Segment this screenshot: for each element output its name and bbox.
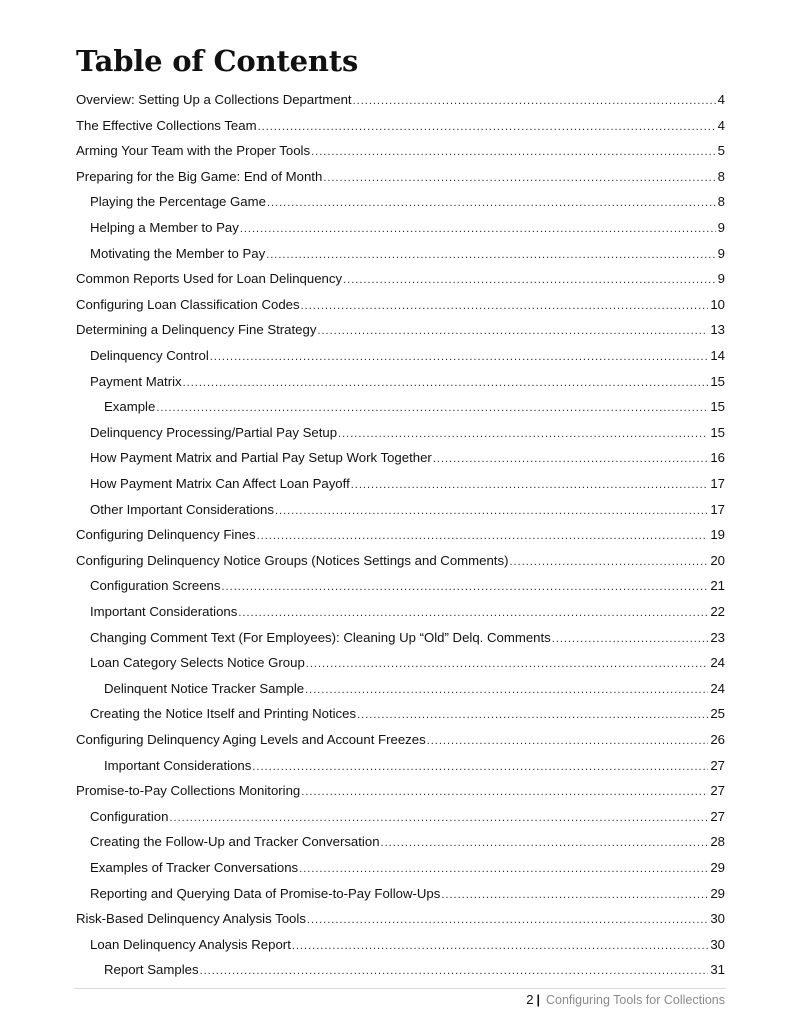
toc-entry-page-number[interactable]: 21 — [710, 578, 725, 594]
toc-entry-page-number[interactable]: 9 — [717, 220, 725, 235]
toc-entry-page-number[interactable]: 25 — [710, 706, 725, 722]
toc-entry-page-number[interactable]: 15 — [710, 373, 725, 389]
footer-divider — [74, 988, 726, 989]
toc-title: Table of Contents — [76, 44, 359, 78]
toc-entry[interactable] — [90, 884, 725, 904]
toc-entry-page-number[interactable]: 26 — [710, 732, 725, 747]
toc-dot-leader — [509, 552, 708, 572]
toc-entry-page-number[interactable]: 27 — [710, 808, 725, 824]
toc-entry-text[interactable]: Reporting and Querying Data of Promise-to-Pay Follow-Ups — [90, 885, 441, 901]
toc-entry[interactable] — [90, 474, 725, 494]
toc-entry-text[interactable]: Motivating the Member to Pay — [90, 245, 266, 261]
toc-entry-text[interactable]: The Effective Collections Team — [76, 117, 257, 133]
toc-entry-page-number[interactable]: 23 — [710, 629, 725, 645]
toc-dot-leader — [200, 961, 709, 981]
toc-entry-text[interactable]: Example — [104, 399, 156, 415]
toc-entry-text[interactable]: Determining a Delinquency Fine Strategy — [76, 322, 317, 338]
toc-entry[interactable] — [76, 320, 725, 340]
toc-dot-leader — [301, 782, 708, 802]
toc-entry[interactable] — [90, 423, 725, 443]
toc-entry-text[interactable]: Overview: Setting Up a Collections Department — [76, 92, 352, 107]
toc-entry-text[interactable]: Promise-to-Pay Collections Monitoring — [76, 783, 301, 799]
toc-entry-page-number[interactable]: 5 — [717, 143, 725, 159]
toc-entry[interactable] — [76, 269, 725, 289]
toc-entry-page-number[interactable]: 9 — [717, 245, 725, 261]
toc-entry[interactable] — [104, 679, 725, 699]
toc-entry-text[interactable]: Common Reports Used for Loan Delinquency — [76, 271, 343, 287]
toc-dot-leader — [292, 936, 708, 956]
toc-entry-text[interactable]: Risk-Based Delinquency Analysis Tools — [76, 911, 306, 927]
toc-entry-text[interactable]: Configuring Delinquency Fines — [76, 527, 256, 543]
page-footer — [526, 992, 725, 1007]
toc-entry-page-number[interactable]: 14 — [710, 348, 725, 363]
toc-entry-page-number[interactable]: 30 — [710, 911, 725, 927]
toc-entry[interactable] — [90, 500, 725, 520]
toc-entry-page-number[interactable]: 9 — [717, 271, 725, 287]
toc-entry-text[interactable]: Configuration — [90, 808, 169, 824]
toc-dot-leader — [252, 757, 708, 777]
toc-dot-leader — [323, 168, 715, 188]
toc-dot-leader — [210, 347, 709, 367]
toc-entry-text[interactable]: Arming Your Team with the Proper Tools — [76, 143, 311, 159]
toc-dot-leader — [238, 603, 708, 623]
toc-entry-page-number[interactable]: 15 — [710, 424, 725, 440]
toc-entry-text[interactable]: Configuration Screens — [90, 578, 221, 594]
toc-entry[interactable] — [90, 346, 725, 366]
toc-entry[interactable] — [90, 628, 725, 648]
toc-entry-page-number[interactable]: 13 — [710, 322, 725, 338]
toc-entry-text[interactable]: Creating the Notice Itself and Printing Notices — [90, 706, 357, 722]
toc-dot-leader — [183, 373, 709, 393]
toc-entry-text[interactable]: Delinquency Control — [90, 348, 209, 363]
toc-entry[interactable] — [90, 704, 725, 724]
footer-page-number: 2 — [526, 992, 534, 1007]
toc-entry[interactable] — [90, 832, 725, 852]
toc-dot-leader — [275, 501, 708, 521]
toc-entry-text[interactable]: Configuring Loan Classification Codes — [76, 296, 300, 312]
toc-entry-page-number[interactable]: 4 — [717, 117, 725, 133]
toc-entry-page-number[interactable]: 30 — [710, 936, 725, 952]
toc-entry[interactable] — [76, 525, 725, 545]
toc-entry-text[interactable]: Report Samples — [104, 962, 199, 978]
toc-entry-text[interactable]: Loan Delinquency Analysis Report — [90, 936, 291, 952]
toc-dot-leader — [433, 449, 709, 469]
toc-entry[interactable] — [90, 448, 725, 468]
toc-entry[interactable] — [104, 397, 725, 417]
footer-document-title: Configuring Tools for Collections — [545, 993, 725, 1007]
toc-entry-page-number[interactable]: 22 — [710, 604, 725, 619]
toc-dot-leader — [156, 398, 708, 418]
toc-entry[interactable] — [76, 167, 725, 187]
toc-entry-text[interactable]: Configuring Delinquency Notice Groups (Notices Settings and Comments) — [76, 552, 509, 568]
toc-entry-text[interactable]: Loan Category Selects Notice Group — [90, 655, 305, 671]
toc-entry-text[interactable]: Examples of Tracker Conversations — [90, 860, 299, 875]
toc-entry-page-number[interactable]: 17 — [710, 476, 725, 491]
toc-entry-text[interactable]: Helping a Member to Pay — [90, 220, 239, 235]
toc-entry-page-number[interactable]: 24 — [710, 655, 725, 671]
toc-dot-leader — [267, 193, 716, 213]
toc-entry-page-number[interactable]: 4 — [717, 92, 725, 107]
toc-entry-page-number[interactable]: 24 — [710, 680, 725, 696]
toc-entry[interactable] — [76, 781, 725, 801]
toc-entry[interactable] — [90, 218, 725, 238]
toc-entry-page-number[interactable]: 29 — [710, 860, 725, 875]
toc-entry-page-number[interactable]: 27 — [710, 783, 725, 799]
toc-entry-page-number[interactable]: 20 — [710, 552, 725, 568]
toc-entry[interactable] — [104, 756, 725, 776]
toc-entry[interactable] — [90, 576, 725, 596]
toc-entry-text[interactable]: Changing Comment Text (For Employees): Cleaning Up “Old” Delq. Comments — [90, 629, 551, 645]
toc-dot-leader — [266, 245, 715, 265]
toc-dot-leader — [257, 526, 709, 546]
toc-entry-text[interactable]: Preparing for the Big Game: End of Month — [76, 168, 323, 184]
toc-dot-leader — [311, 142, 716, 162]
toc-dot-leader — [258, 117, 716, 137]
toc-dot-leader — [351, 475, 709, 495]
toc-entry-text[interactable]: How Payment Matrix Can Affect Loan Payoff — [90, 476, 350, 491]
toc-dot-leader — [169, 808, 708, 828]
toc-entry[interactable] — [76, 141, 725, 161]
toc-entry-page-number[interactable]: 15 — [710, 399, 725, 415]
toc-entry-text[interactable]: Important Considerations — [90, 604, 238, 619]
toc-entry-page-number[interactable]: 27 — [710, 757, 725, 773]
toc-entry[interactable] — [90, 602, 725, 622]
toc-entry-page-number[interactable]: 17 — [710, 501, 725, 517]
toc-entry-page-number[interactable]: 8 — [717, 168, 725, 184]
toc-dot-leader — [301, 296, 709, 316]
toc-entry-text[interactable]: Important Considerations — [104, 757, 252, 773]
toc-dot-leader — [221, 577, 708, 597]
toc-entry[interactable] — [76, 551, 725, 571]
toc-entry[interactable] — [76, 909, 725, 929]
toc-entry[interactable] — [90, 192, 725, 212]
toc-entry[interactable] — [104, 960, 725, 980]
toc-dot-leader — [299, 859, 708, 879]
toc-entry[interactable] — [90, 372, 725, 392]
toc-entry[interactable] — [76, 116, 725, 136]
toc-dot-leader — [357, 705, 708, 725]
toc-entry-text[interactable]: Creating the Follow-Up and Tracker Conversation — [90, 834, 380, 850]
toc-entry-text[interactable]: Payment Matrix — [90, 373, 182, 389]
toc-dot-leader — [338, 424, 708, 444]
toc-entry-page-number[interactable]: 10 — [710, 296, 725, 312]
toc-entry-text[interactable]: Delinquent Notice Tracker Sample — [104, 680, 305, 696]
toc-entry[interactable] — [76, 90, 725, 110]
toc-entry[interactable] — [90, 807, 725, 827]
toc-entry[interactable] — [76, 730, 725, 750]
toc-entry-page-number[interactable]: 31 — [710, 962, 725, 978]
toc-entry-text[interactable]: Other Important Considerations — [90, 501, 274, 517]
toc-entry-text[interactable]: Configuring Delinquency Aging Levels and Account Freezes — [76, 732, 426, 747]
toc-dot-leader — [317, 321, 708, 341]
footer-separator: | — [536, 993, 540, 1007]
toc-entry-text[interactable]: Playing the Percentage Game — [90, 194, 266, 210]
toc-entry[interactable] — [90, 653, 725, 673]
toc-dot-leader — [552, 629, 709, 649]
toc-entry-text[interactable]: How Payment Matrix and Partial Pay Setup Work Together — [90, 450, 432, 466]
toc-dot-leader — [381, 833, 709, 853]
toc-entry[interactable] — [90, 858, 725, 878]
toc-entry-page-number[interactable]: 16 — [710, 450, 725, 466]
toc-dot-leader — [240, 219, 716, 239]
toc-dot-leader — [427, 731, 709, 751]
toc-dot-leader — [306, 654, 709, 674]
toc-dot-leader — [353, 91, 716, 111]
toc-dot-leader — [307, 910, 708, 930]
toc-entry-page-number[interactable]: 29 — [710, 885, 725, 901]
toc-dot-leader — [441, 885, 708, 905]
toc-entry[interactable] — [90, 935, 725, 955]
toc-entry[interactable] — [90, 244, 725, 264]
toc-entry-page-number[interactable]: 19 — [710, 527, 725, 543]
toc-entry-page-number[interactable]: 8 — [717, 194, 725, 210]
toc-dot-leader — [343, 270, 716, 290]
toc-entry-page-number[interactable]: 28 — [710, 834, 725, 850]
toc-dot-leader — [305, 680, 708, 700]
toc-entry-text[interactable]: Delinquency Processing/Partial Pay Setup — [90, 424, 338, 440]
toc-entry[interactable] — [76, 295, 725, 315]
